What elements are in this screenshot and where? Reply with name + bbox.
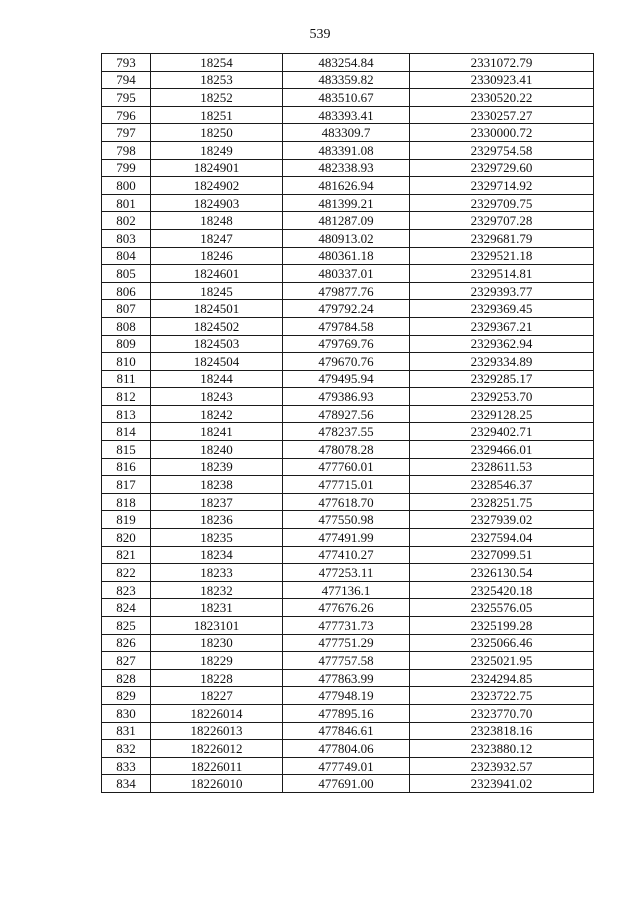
table-row	[102, 546, 594, 564]
y-coordinate-cell: 2329253.70	[410, 388, 594, 406]
x-coordinate-cell: 479769.76	[283, 335, 410, 353]
point-id-cell: 18226011	[151, 757, 283, 775]
table-row	[102, 106, 594, 124]
y-coordinate-cell: 2323722.75	[410, 687, 594, 705]
x-coordinate-cell: 479670.76	[283, 353, 410, 371]
table-row	[102, 300, 594, 318]
x-coordinate-cell: 480913.02	[283, 229, 410, 247]
point-id-cell: 18238	[151, 476, 283, 494]
y-coordinate-cell: 2327099.51	[410, 546, 594, 564]
page-number: 539	[309, 27, 331, 42]
y-coordinate-cell: 2329393.77	[410, 282, 594, 300]
x-coordinate-cell: 480361.18	[283, 247, 410, 265]
x-coordinate-cell: 477691.00	[283, 775, 410, 793]
row-index-cell: 814	[102, 423, 151, 441]
point-id-cell: 18240	[151, 441, 283, 459]
x-coordinate-cell: 479386.93	[283, 388, 410, 406]
table-row	[102, 529, 594, 547]
x-coordinate-cell: 479784.58	[283, 317, 410, 335]
point-id-cell: 1824503	[151, 335, 283, 353]
x-coordinate-cell: 483393.41	[283, 106, 410, 124]
row-index-cell: 827	[102, 652, 151, 670]
y-coordinate-cell: 2329128.25	[410, 405, 594, 423]
point-id-cell: 18254	[151, 54, 283, 72]
row-index-cell: 815	[102, 441, 151, 459]
table-row	[102, 124, 594, 142]
point-id-cell: 1824901	[151, 159, 283, 177]
x-coordinate-cell: 483309.7	[283, 124, 410, 142]
table-row	[102, 317, 594, 335]
x-coordinate-cell: 479877.76	[283, 282, 410, 300]
x-coordinate-cell: 480337.01	[283, 265, 410, 283]
x-coordinate-cell: 477751.29	[283, 634, 410, 652]
table-row	[102, 775, 594, 793]
point-id-cell: 1824903	[151, 194, 283, 212]
row-index-cell: 820	[102, 529, 151, 547]
row-index-cell: 830	[102, 704, 151, 722]
table-row	[102, 458, 594, 476]
y-coordinate-cell: 2329754.58	[410, 141, 594, 159]
point-id-cell: 18244	[151, 370, 283, 388]
y-coordinate-cell: 2325199.28	[410, 617, 594, 635]
y-coordinate-cell: 2325066.46	[410, 634, 594, 652]
table-row	[102, 581, 594, 599]
x-coordinate-cell: 477136.1	[283, 581, 410, 599]
x-coordinate-cell: 477760.01	[283, 458, 410, 476]
y-coordinate-cell: 2325420.18	[410, 581, 594, 599]
point-id-cell: 1824501	[151, 300, 283, 318]
y-coordinate-cell: 2329402.71	[410, 423, 594, 441]
y-coordinate-cell: 2327594.04	[410, 529, 594, 547]
row-index-cell: 805	[102, 265, 151, 283]
row-index-cell: 811	[102, 370, 151, 388]
table-row	[102, 476, 594, 494]
row-index-cell: 798	[102, 141, 151, 159]
y-coordinate-cell: 2329514.81	[410, 265, 594, 283]
table-row	[102, 71, 594, 89]
y-coordinate-cell: 2330520.22	[410, 89, 594, 107]
y-coordinate-cell: 2329362.94	[410, 335, 594, 353]
table-row	[102, 423, 594, 441]
table-row	[102, 194, 594, 212]
x-coordinate-cell: 481626.94	[283, 177, 410, 195]
point-id-cell: 18233	[151, 564, 283, 582]
x-coordinate-cell: 482338.93	[283, 159, 410, 177]
table-row	[102, 54, 594, 72]
y-coordinate-cell: 2325576.05	[410, 599, 594, 617]
table-row	[102, 493, 594, 511]
point-id-cell: 18251	[151, 106, 283, 124]
x-coordinate-cell: 477676.26	[283, 599, 410, 617]
point-id-cell: 18253	[151, 71, 283, 89]
point-id-cell: 18252	[151, 89, 283, 107]
row-index-cell: 808	[102, 317, 151, 335]
point-id-cell: 18246	[151, 247, 283, 265]
x-coordinate-cell: 478078.28	[283, 441, 410, 459]
point-id-cell: 18248	[151, 212, 283, 230]
point-id-cell: 18239	[151, 458, 283, 476]
table-row	[102, 652, 594, 670]
y-coordinate-cell: 2323770.70	[410, 704, 594, 722]
x-coordinate-cell: 478237.55	[283, 423, 410, 441]
point-id-cell: 18241	[151, 423, 283, 441]
table-row	[102, 247, 594, 265]
row-index-cell: 833	[102, 757, 151, 775]
row-index-cell: 797	[102, 124, 151, 142]
y-coordinate-cell: 2326130.54	[410, 564, 594, 582]
y-coordinate-cell: 2330000.72	[410, 124, 594, 142]
y-coordinate-cell: 2329367.21	[410, 317, 594, 335]
y-coordinate-cell: 2329681.79	[410, 229, 594, 247]
point-id-cell: 18228	[151, 669, 283, 687]
y-coordinate-cell: 2323818.16	[410, 722, 594, 740]
point-id-cell: 18227	[151, 687, 283, 705]
table-row	[102, 722, 594, 740]
point-id-cell: 18247	[151, 229, 283, 247]
point-id-cell: 18245	[151, 282, 283, 300]
table-row	[102, 282, 594, 300]
row-index-cell: 821	[102, 546, 151, 564]
row-index-cell: 812	[102, 388, 151, 406]
point-id-cell: 1823101	[151, 617, 283, 635]
table-row	[102, 617, 594, 635]
x-coordinate-cell: 481287.09	[283, 212, 410, 230]
point-id-cell: 18249	[151, 141, 283, 159]
table-row	[102, 757, 594, 775]
row-index-cell: 832	[102, 740, 151, 758]
y-coordinate-cell: 2331072.79	[410, 54, 594, 72]
point-id-cell: 1824601	[151, 265, 283, 283]
row-index-cell: 813	[102, 405, 151, 423]
row-index-cell: 828	[102, 669, 151, 687]
row-index-cell: 800	[102, 177, 151, 195]
x-coordinate-cell: 477550.98	[283, 511, 410, 529]
row-index-cell: 801	[102, 194, 151, 212]
row-index-cell: 818	[102, 493, 151, 511]
x-coordinate-cell: 477846.61	[283, 722, 410, 740]
coordinates-table	[101, 53, 594, 793]
y-coordinate-cell: 2328251.75	[410, 493, 594, 511]
row-index-cell: 817	[102, 476, 151, 494]
row-index-cell: 829	[102, 687, 151, 705]
y-coordinate-cell: 2328546.37	[410, 476, 594, 494]
coordinates-table-body	[102, 54, 594, 793]
y-coordinate-cell: 2329707.28	[410, 212, 594, 230]
x-coordinate-cell: 483359.82	[283, 71, 410, 89]
point-id-cell: 18235	[151, 529, 283, 547]
table-row	[102, 212, 594, 230]
point-id-cell: 18226014	[151, 704, 283, 722]
x-coordinate-cell: 481399.21	[283, 194, 410, 212]
y-coordinate-cell: 2329714.92	[410, 177, 594, 195]
x-coordinate-cell: 477804.06	[283, 740, 410, 758]
point-id-cell: 18226012	[151, 740, 283, 758]
table-row	[102, 687, 594, 705]
point-id-cell: 18242	[151, 405, 283, 423]
table-row	[102, 229, 594, 247]
x-coordinate-cell: 477253.11	[283, 564, 410, 582]
y-coordinate-cell: 2325021.95	[410, 652, 594, 670]
table-row	[102, 441, 594, 459]
table-row	[102, 634, 594, 652]
table-row	[102, 177, 594, 195]
row-index-cell: 824	[102, 599, 151, 617]
point-id-cell: 18243	[151, 388, 283, 406]
point-id-cell: 18250	[151, 124, 283, 142]
x-coordinate-cell: 479495.94	[283, 370, 410, 388]
row-index-cell: 794	[102, 71, 151, 89]
y-coordinate-cell: 2329521.18	[410, 247, 594, 265]
y-coordinate-cell: 2328611.53	[410, 458, 594, 476]
row-index-cell: 823	[102, 581, 151, 599]
row-index-cell: 802	[102, 212, 151, 230]
y-coordinate-cell: 2329369.45	[410, 300, 594, 318]
row-index-cell: 796	[102, 106, 151, 124]
row-index-cell: 826	[102, 634, 151, 652]
table-row	[102, 564, 594, 582]
point-id-cell: 18231	[151, 599, 283, 617]
row-index-cell: 803	[102, 229, 151, 247]
row-index-cell: 816	[102, 458, 151, 476]
table-row	[102, 159, 594, 177]
table-row	[102, 740, 594, 758]
y-coordinate-cell: 2330923.41	[410, 71, 594, 89]
x-coordinate-cell: 477715.01	[283, 476, 410, 494]
table-row	[102, 669, 594, 687]
row-index-cell: 804	[102, 247, 151, 265]
x-coordinate-cell: 477895.16	[283, 704, 410, 722]
x-coordinate-cell: 477863.99	[283, 669, 410, 687]
point-id-cell: 18226013	[151, 722, 283, 740]
table-row	[102, 388, 594, 406]
point-id-cell: 18230	[151, 634, 283, 652]
x-coordinate-cell: 477410.27	[283, 546, 410, 564]
y-coordinate-cell: 2329285.17	[410, 370, 594, 388]
x-coordinate-cell: 477618.70	[283, 493, 410, 511]
table-row	[102, 265, 594, 283]
x-coordinate-cell: 479792.24	[283, 300, 410, 318]
table-row	[102, 511, 594, 529]
point-id-cell: 18236	[151, 511, 283, 529]
point-id-cell: 1824502	[151, 317, 283, 335]
row-index-cell: 825	[102, 617, 151, 635]
row-index-cell: 795	[102, 89, 151, 107]
row-index-cell: 809	[102, 335, 151, 353]
y-coordinate-cell: 2329334.89	[410, 353, 594, 371]
x-coordinate-cell: 477749.01	[283, 757, 410, 775]
y-coordinate-cell: 2330257.27	[410, 106, 594, 124]
y-coordinate-cell: 2329466.01	[410, 441, 594, 459]
table-row	[102, 141, 594, 159]
point-id-cell: 18237	[151, 493, 283, 511]
y-coordinate-cell: 2329709.75	[410, 194, 594, 212]
table-row	[102, 353, 594, 371]
row-index-cell: 793	[102, 54, 151, 72]
x-coordinate-cell: 477948.19	[283, 687, 410, 705]
table-row	[102, 370, 594, 388]
point-id-cell: 18229	[151, 652, 283, 670]
point-id-cell: 18234	[151, 546, 283, 564]
table-row	[102, 335, 594, 353]
y-coordinate-cell: 2329729.60	[410, 159, 594, 177]
table-row	[102, 89, 594, 107]
row-index-cell: 834	[102, 775, 151, 793]
row-index-cell: 819	[102, 511, 151, 529]
x-coordinate-cell: 477757.58	[283, 652, 410, 670]
y-coordinate-cell: 2323880.12	[410, 740, 594, 758]
row-index-cell: 810	[102, 353, 151, 371]
x-coordinate-cell: 478927.56	[283, 405, 410, 423]
table-row	[102, 704, 594, 722]
point-id-cell: 1824504	[151, 353, 283, 371]
x-coordinate-cell: 483391.08	[283, 141, 410, 159]
table-row	[102, 405, 594, 423]
x-coordinate-cell: 477491.99	[283, 529, 410, 547]
point-id-cell: 18232	[151, 581, 283, 599]
x-coordinate-cell: 483510.67	[283, 89, 410, 107]
row-index-cell: 799	[102, 159, 151, 177]
table-row	[102, 599, 594, 617]
row-index-cell: 822	[102, 564, 151, 582]
y-coordinate-cell: 2323932.57	[410, 757, 594, 775]
x-coordinate-cell: 477731.73	[283, 617, 410, 635]
x-coordinate-cell: 483254.84	[283, 54, 410, 72]
row-index-cell: 807	[102, 300, 151, 318]
row-index-cell: 806	[102, 282, 151, 300]
row-index-cell: 831	[102, 722, 151, 740]
y-coordinate-cell: 2323941.02	[410, 775, 594, 793]
y-coordinate-cell: 2327939.02	[410, 511, 594, 529]
point-id-cell: 18226010	[151, 775, 283, 793]
point-id-cell: 1824902	[151, 177, 283, 195]
y-coordinate-cell: 2324294.85	[410, 669, 594, 687]
